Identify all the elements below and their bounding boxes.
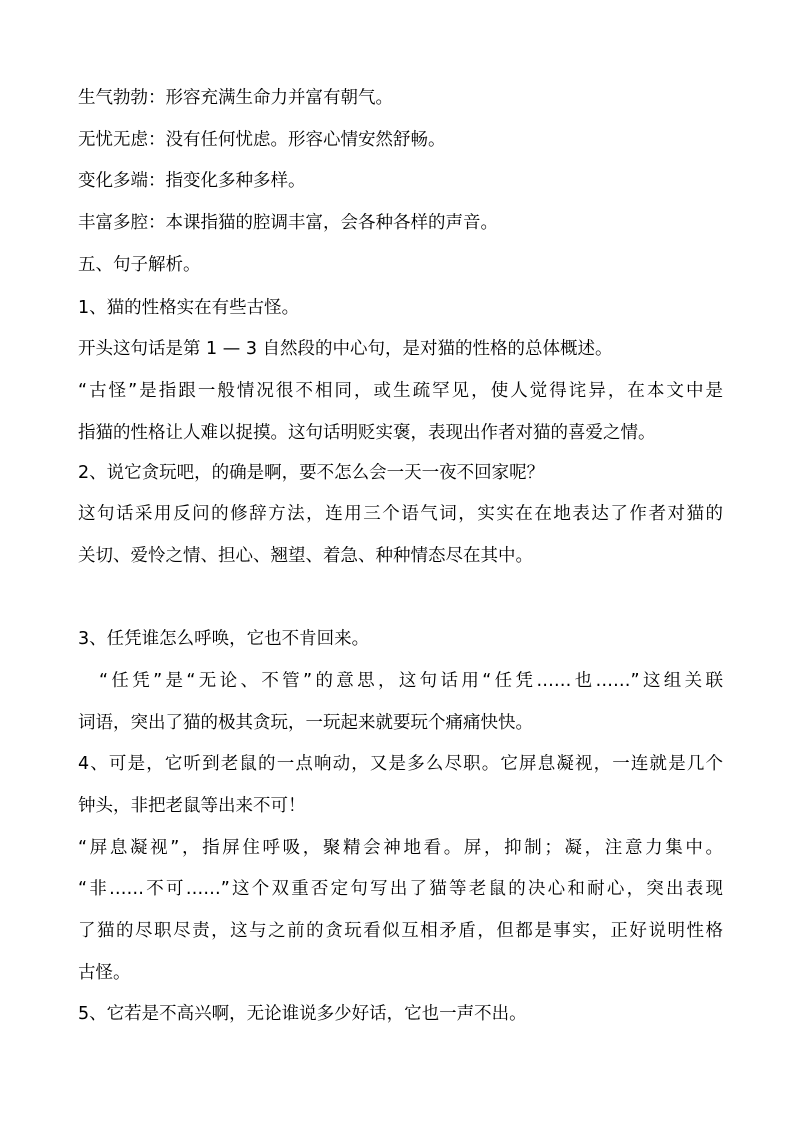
sentence-heading: 3、任凭谁怎么呼唤，它也不肯回来。 <box>78 629 370 649</box>
text-line: 关切、爱怜之情、担心、翘望、着急、种种情态尽在其中。 <box>78 546 533 566</box>
text-line: 变化多端：指变化多种多样。 <box>78 171 306 191</box>
text-line: 丰富多腔：本课指猫的腔调丰富，会各种各样的声音。 <box>78 213 498 233</box>
sentence-heading: 5、它若是不高兴啊，无论谁说多少好话，它也一声不出。 <box>78 1004 527 1024</box>
sentence-heading: 4、可是，它听到老鼠的一点响动，又是多么尽职。它屏息凝视，一连就是几个 <box>78 754 723 774</box>
text-line: 了猫的尽职尽责，这与之前的贪玩看似互相矛盾，但都是事实，正好说明性格 <box>78 921 723 941</box>
section-heading: 五、句子解析。 <box>78 255 201 275</box>
text-line: “古怪”是指跟一般情况很不相同，或生疏罕见，使人觉得诧异，在本文中是 <box>78 381 723 401</box>
text-line: 无忧无虑：没有任何忧虑。形容心情安然舒畅。 <box>78 130 446 150</box>
text-line: 指猫的性格让人难以捉摸。这句话明贬实褒，表现出作者对猫的喜爱之情。 <box>78 423 656 443</box>
text-line: 词语，突出了猫的极其贪玩，一玩起来就要玩个痛痛快快。 <box>78 713 533 733</box>
text-line: 开头这句话是第 1 — 3 自然段的中心句，是对猫的性格的总体概述。 <box>78 339 613 359</box>
sentence-heading: 1、猫的性格实在有些古怪。 <box>78 298 300 318</box>
text-line: 生气勃勃：形容充满生命力并富有朝气。 <box>78 88 393 108</box>
sentence-heading: 2、说它贪玩吧，的确是啊，要不怎么会一天一夜不回家呢？ <box>78 463 545 483</box>
text-line: “任凭”是“无论、不管”的意思，这句话用“任凭……也……”这组关联 <box>99 671 723 691</box>
text-line: “非……不可……”这个双重否定句写出了猫等老鼠的决心和耐心，突出表现 <box>78 879 723 899</box>
text-line: “屏息凝视”，指屏住呼吸，聚精会神地看。屏，抑制；凝，注意力集中。 <box>78 838 723 858</box>
text-line: 古怪。 <box>78 963 131 983</box>
text-line: 钟头，非把老鼠等出来不可！ <box>78 796 306 816</box>
text-line: 这句话采用反问的修辞方法，连用三个语气词，实实在在地表达了作者对猫的 <box>78 504 723 524</box>
